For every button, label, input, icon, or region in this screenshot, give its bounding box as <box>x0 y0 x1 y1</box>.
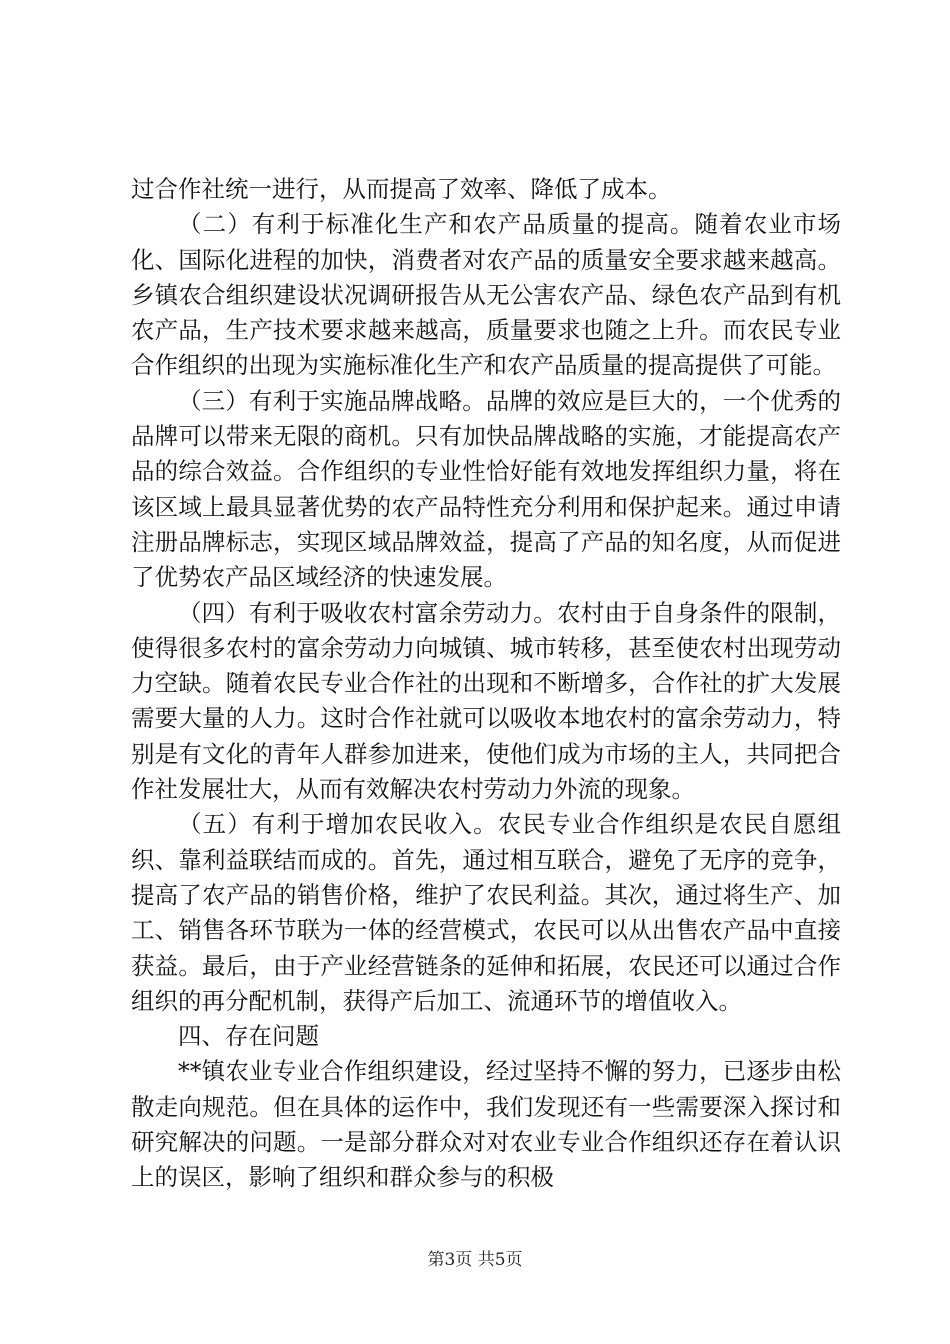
paragraph-continuation: 过合作社统一进行，从而提高了效率、降低了成本。 <box>131 175 672 203</box>
paragraph-farmer-income: （五）有利于增加农民收入。农民专业合作组织是农民自愿组织、靠利益联结而成的。首先，通过相互联合，避免了无序的竞争，提高了农产品的销售价格，维护了农民利益。其次，通过将生产、加工、销售各环节联为一体的经营模式，农民可以从出售农产品中直接获益。最后，由于产业经营链条的延伸和拓展，农民还可以通过合作组织的再分配机制，获得产后加工、流通环节的增值收入。 <box>131 810 841 1015</box>
paragraph-brand-strategy: （三）有利于实施品牌战略。品牌的效应是巨大的，一个优秀的品牌可以带来无限的商机。只有加快品牌战略的实施，才能提高农产品的综合效益。合作组织的专业性恰好能有效地发挥组织力量，将在该区域上最具显著优势的农产品特性充分利用和保护起来。通过申请注册品牌标志，实现区域品牌效益，提高了产品的知名度，从而促进了优势农产品区域经济的快速发展。 <box>131 386 841 592</box>
document-body <box>131 172 841 1196</box>
paragraph-surplus-labor: （四）有利于吸收农村富余劳动力。农村由于自身条件的限制，使得很多农村的富余劳动力向城镇、城市转移，甚至使农村出现劳动力空缺。随着农民专业合作社的出现和不断增多，合作社的扩大发展需要大量的人力。这时合作社就可以吸收本地农村的富余劳动力，特别是有文化的青年人群参加进来，使他们成为市场的主人，共同把合作社发展壮大，从而有效解决农村劳动力外流的现象。 <box>131 598 841 804</box>
paragraph-existing-problems: **镇农业专业合作组织建设，经过坚持不懈的努力，已逐步由松散走向规范。但在具体的运作中，我们发现还有一些需要深入探讨和研究解决的问题。一是部分群众对对农业专业合作组织还存在着认识上的误区，影响了组织和群众参与的积极 <box>131 1057 841 1192</box>
paragraph-standardization: （二）有利于标准化生产和农产品质量的提高。随着农业市场化、国际化进程的加快，消费者对农产品的质量安全要求越来越高。乡镇农合组织建设状况调研报告从无公害农产品、绿色农产品到有机农产品，生产技术要求越来越高，质量要求也随之上升。而农民专业合作组织的出现为实施标准化生产和农产品质量的提高提供了可能。 <box>131 210 841 380</box>
page-number-footer: 第3页 共5页 <box>427 1250 523 1270</box>
section-heading-problems: 四、存在问题 <box>178 1022 319 1051</box>
